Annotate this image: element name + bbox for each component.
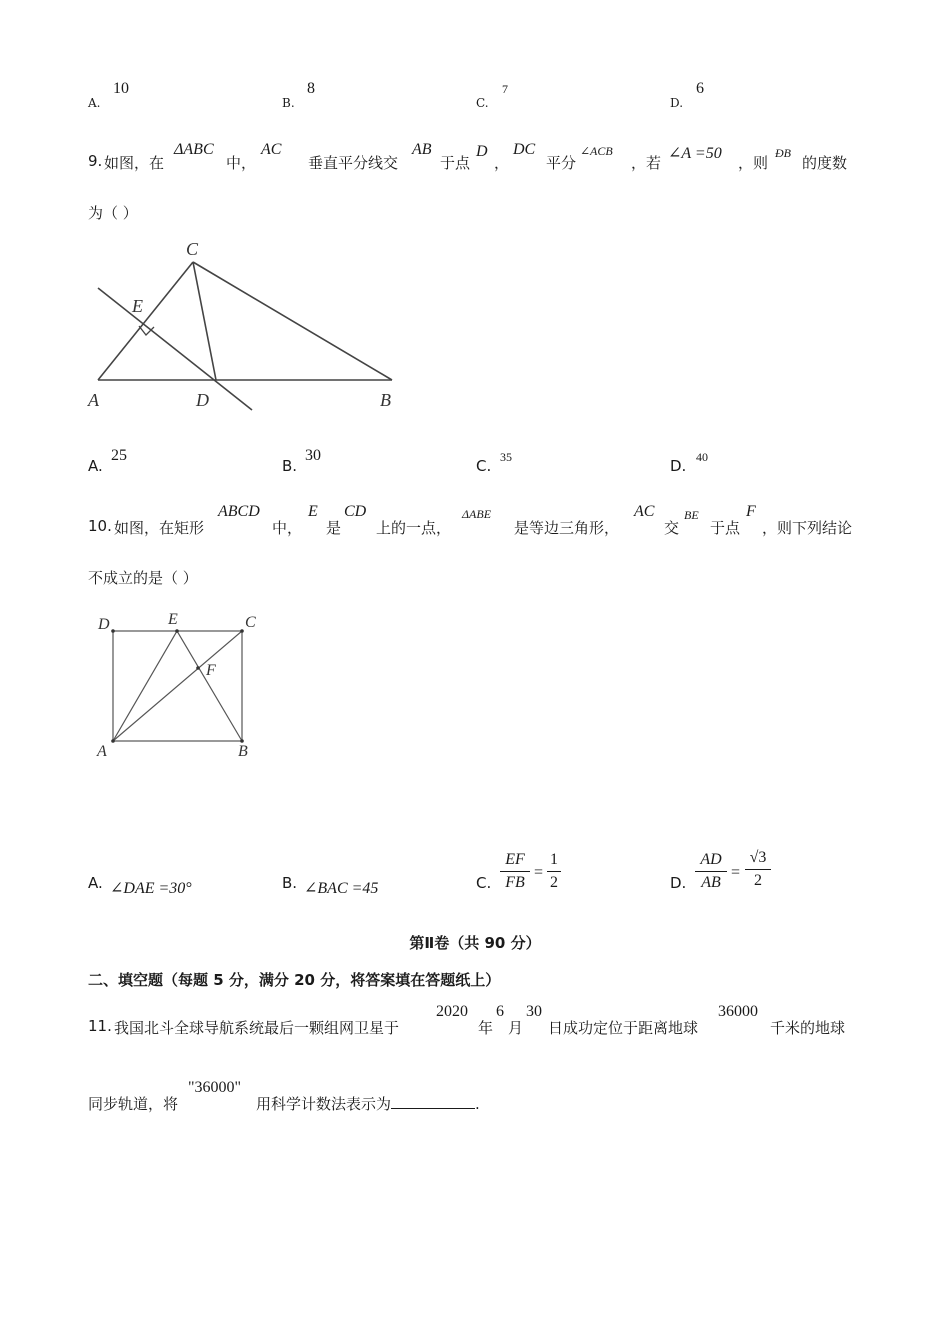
q9-text-1: 如图，在 xyxy=(104,154,165,172)
q10-option-c-numerator: EF xyxy=(505,851,525,868)
q8-option-a-value: 10 xyxy=(113,80,129,97)
q10-option-c-label: C. xyxy=(476,874,492,892)
q9-line-ac xyxy=(98,262,193,380)
q11-math-distance: 36000 xyxy=(718,1003,758,1020)
q10-option-c-equals: = xyxy=(534,864,544,881)
q10-text-9: 不成立的是（ ） xyxy=(88,569,198,587)
section-2-subtitle: 二、填空题（每题 5 分，满分 20 分，将答案填在答题纸上） xyxy=(88,971,501,989)
q10-number: 10. xyxy=(88,517,112,535)
q9-label-a: A xyxy=(88,390,99,410)
q9-math-b: ÐB xyxy=(775,146,791,160)
q9-math-ac: AC xyxy=(261,141,282,158)
q9-option-d-value: 40 xyxy=(696,450,708,464)
q11-answer-blank[interactable] xyxy=(391,1094,475,1109)
q9-math-triangle: ΔABC xyxy=(174,141,214,158)
q9-text-6: 平分 xyxy=(546,154,577,172)
q11-text-8: . xyxy=(475,1095,480,1113)
q11-text-4: 日成功定位于距离地球 xyxy=(548,1019,699,1037)
q11-text-3: 月 xyxy=(508,1019,524,1037)
q10-option-c-right-numerator: 1 xyxy=(550,851,558,868)
q10-line-ac xyxy=(113,631,242,741)
q9-text-4: 于点 xyxy=(440,154,471,172)
q8-option-d-label: D. xyxy=(670,96,684,110)
q10-option-c-left-fraction xyxy=(500,851,530,892)
q9-option-a-label: A. xyxy=(88,457,103,475)
q9-number: 9. xyxy=(88,152,103,170)
q9-line-cb xyxy=(193,262,392,380)
q8-option-c-label: C. xyxy=(476,96,489,110)
q9-label-d: D xyxy=(196,390,209,410)
q11-math-year: 2020 xyxy=(436,1003,468,1020)
q9-option-c-label: C. xyxy=(476,457,492,475)
q10-label-a: A xyxy=(97,743,107,760)
q9-text-5: ， xyxy=(494,154,510,172)
q10-label-e: E xyxy=(168,611,178,628)
q10-text-2: 中， xyxy=(272,519,303,537)
q9-math-d: D xyxy=(476,143,488,160)
q10-text-5: 是等边三角形， xyxy=(514,519,620,537)
q9-option-b-value: 30 xyxy=(305,447,321,464)
q9-option-c-value: 35 xyxy=(500,450,512,464)
q10-option-d-right-denominator: 2 xyxy=(754,872,762,889)
q11-text-2: 年 xyxy=(478,1019,494,1037)
q9-text-9: 的度数 xyxy=(802,154,848,172)
q10-text-3: 是 xyxy=(326,519,342,537)
q10-label-b: B xyxy=(238,743,248,760)
q10-option-d-equals: = xyxy=(731,864,741,881)
q9-math-acb: ∠ACB xyxy=(580,144,613,158)
q10-math-abe: ΔABE xyxy=(462,507,492,521)
q9-text-2: 中， xyxy=(226,154,257,172)
q10-math-cd: CD xyxy=(344,503,367,520)
q10-text-6: 交 xyxy=(664,519,680,537)
q10-figure xyxy=(0,600,950,770)
q11-text-6: 同步轨道，将 xyxy=(88,1095,179,1113)
q11-text-5: 千米的地球 xyxy=(770,1019,846,1037)
q10-label-c: C xyxy=(245,614,256,631)
q9-text-10: 为（ ） xyxy=(88,204,138,222)
q10-option-c-right-fraction xyxy=(547,851,561,892)
q10-text-8: ，则下列结论 xyxy=(762,519,853,537)
q9-option-b-label: B. xyxy=(282,457,298,475)
q10-text-7: 于点 xyxy=(710,519,741,537)
q9-math-a50: ∠A =50 xyxy=(668,145,722,162)
q9-text-3: 垂直平分线交 xyxy=(308,154,399,172)
q8-option-a-label: A. xyxy=(88,96,101,110)
q8-option-d-value: 6 xyxy=(696,80,704,97)
q10-option-c-denominator: FB xyxy=(505,874,525,891)
q11-math-quote: "36000" xyxy=(188,1079,242,1096)
q11-math-day: 30 xyxy=(526,1003,542,1020)
q9-math-dc: DC xyxy=(513,141,536,158)
q11-math-month: 6 xyxy=(496,1003,504,1020)
q10-option-a-value: ∠DAE =30° xyxy=(110,880,192,897)
q10-label-f: F xyxy=(206,662,216,679)
q9-label-b: B xyxy=(380,390,391,410)
q10-text-4: 上的一点， xyxy=(376,519,452,537)
q10-option-d-denominator: AB xyxy=(701,874,721,891)
q10-line-ae xyxy=(113,631,177,741)
q9-math-ab: AB xyxy=(412,141,432,158)
q11-text-7: 用科学计数法表示为 xyxy=(256,1095,392,1113)
q10-option-d-right-numerator: √3 xyxy=(749,849,767,866)
q10-math-abcd: ABCD xyxy=(218,503,260,520)
q9-label-e: E xyxy=(132,296,143,316)
q10-math-e: E xyxy=(308,503,318,520)
q8-option-b-label: B. xyxy=(282,96,295,110)
q11-number: 11. xyxy=(88,1017,112,1035)
q9-perp-bisector xyxy=(98,288,252,410)
q8-option-c-value: 7 xyxy=(502,82,508,96)
q10-option-d-left-fraction xyxy=(695,851,727,892)
q10-label-d: D xyxy=(98,616,110,633)
q11-text-1: 我国北斗全球导航系统最后一颗组网卫星于 xyxy=(114,1019,400,1037)
q9-line-cd xyxy=(193,262,216,380)
q10-math-f: F xyxy=(746,503,756,520)
q10-text-1: 如图，在矩形 xyxy=(114,519,205,537)
q9-option-d-label: D. xyxy=(670,457,687,475)
q10-option-c-right-denominator: 2 xyxy=(550,874,558,891)
q9-option-a-value: 25 xyxy=(111,447,127,464)
q9-text-8: ，则 xyxy=(738,154,769,172)
q10-option-d-right-fraction xyxy=(745,849,771,890)
section-2-title: 第Ⅱ卷（共 90 分） xyxy=(409,934,541,952)
q10-math-be: BE xyxy=(684,508,699,522)
q10-line-eb xyxy=(177,631,242,741)
q11-text-7-wrap xyxy=(256,1093,480,1114)
q10-option-b-value: ∠BAC =45 xyxy=(304,880,379,897)
q9-text-7: ，若 xyxy=(631,154,662,172)
q10-option-d-numerator: AD xyxy=(700,851,722,868)
q10-option-d-label: D. xyxy=(670,874,687,892)
q10-option-a-label: A. xyxy=(88,874,103,892)
q10-option-b-label: B. xyxy=(282,874,298,892)
q8-option-b-value: 8 xyxy=(307,80,315,97)
q10-math-ac: AC xyxy=(634,503,655,520)
q9-figure xyxy=(0,0,950,430)
q9-label-c: C xyxy=(186,239,199,259)
